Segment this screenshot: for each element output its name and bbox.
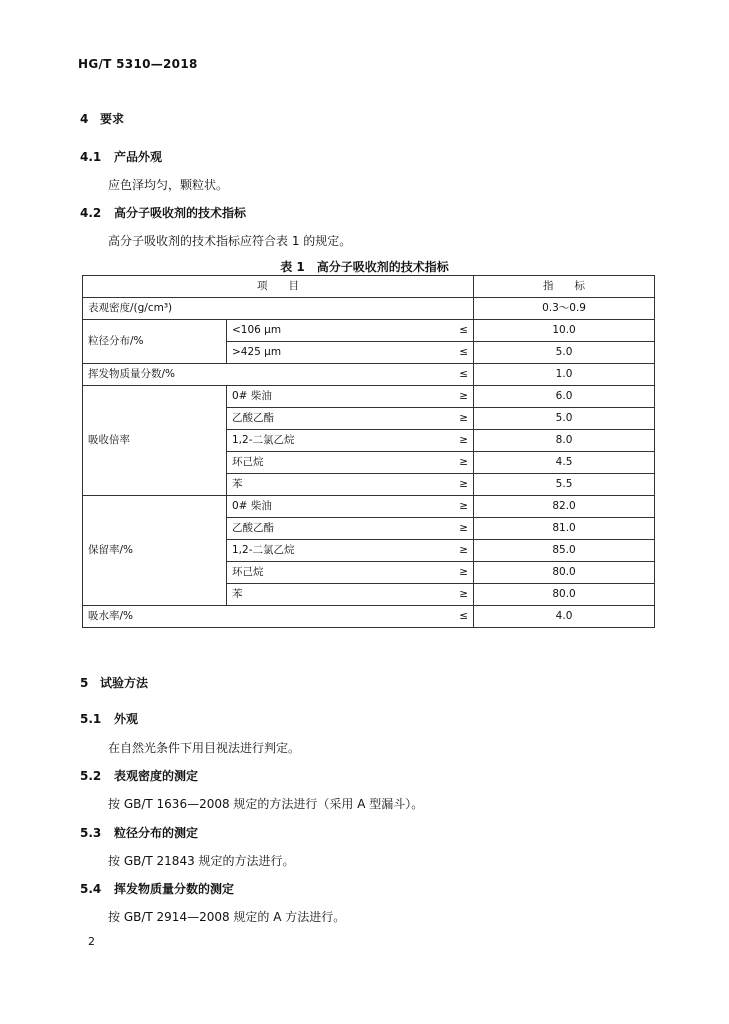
- row-value: 80.0: [474, 584, 655, 606]
- row-value: 0.3～0.9: [474, 298, 655, 320]
- sub-item: 环己烷: [227, 562, 439, 584]
- section-4-2-heading: [80, 204, 246, 221]
- section-number: 4.1: [80, 150, 102, 164]
- section-4-2-text: 高分子吸收剂的技术指标应符合表 1 的规定。: [108, 234, 352, 248]
- sub-item: 1,2-二氯乙烷: [227, 430, 439, 452]
- section-title: 要求: [100, 112, 125, 126]
- relation-symbol: ≤: [439, 342, 474, 364]
- section-number: 5.1: [80, 712, 102, 726]
- row-label: 挥发物质量分数/%: [83, 364, 439, 386]
- table-row: [83, 386, 655, 408]
- column-header-value: 指 标: [474, 276, 655, 298]
- section-title: 产品外观: [114, 150, 163, 164]
- section-4-1-heading: [80, 148, 162, 165]
- column-header-item: 项 目: [83, 276, 474, 298]
- sub-item: 苯: [227, 474, 439, 496]
- table-row: [83, 364, 655, 386]
- relation-symbol: ≤: [439, 364, 474, 386]
- table-row: [83, 606, 655, 628]
- section-4-1-text: 应色泽均匀，颗粒状。: [108, 178, 229, 192]
- row-value: 81.0: [474, 518, 655, 540]
- section-5-2-text: 按 GB/T 1636—2008 规定的方法进行（采用 A 型漏斗）。: [108, 797, 424, 811]
- row-label: 表观密度/(g/cm³): [83, 298, 474, 320]
- table-header-row: [83, 276, 655, 298]
- relation-symbol: ≥: [439, 408, 474, 430]
- sub-item: >425 μm: [227, 342, 439, 364]
- section-number: 4.2: [80, 206, 102, 220]
- section-title: 表观密度的测定: [114, 769, 199, 783]
- standard-number: HG/T 5310—2018: [78, 57, 198, 71]
- sub-item: 0# 柴油: [227, 496, 439, 518]
- table-row: [83, 496, 655, 518]
- section-5-1-heading: [80, 710, 138, 727]
- section-5-3-heading: [80, 824, 198, 841]
- relation-symbol: ≤: [439, 320, 474, 342]
- relation-symbol: ≥: [439, 562, 474, 584]
- section-number: 4: [80, 112, 89, 126]
- row-label: 吸收倍率: [83, 386, 227, 496]
- row-value: 85.0: [474, 540, 655, 562]
- section-5-4-heading: [80, 880, 234, 897]
- sub-item: <106 μm: [227, 320, 439, 342]
- relation-symbol: ≥: [439, 474, 474, 496]
- row-value: 5.0: [474, 408, 655, 430]
- relation-symbol: ≤: [439, 606, 474, 628]
- relation-symbol: ≥: [439, 386, 474, 408]
- section-title: 试验方法: [100, 676, 149, 690]
- section-5-1-text: 在自然光条件下用目视法进行判定。: [108, 741, 301, 755]
- spec-table: [82, 275, 655, 628]
- row-label: 粒径分布/%: [83, 320, 227, 364]
- row-value: 6.0: [474, 386, 655, 408]
- row-label: 保留率/%: [83, 496, 227, 606]
- section-number: 5.2: [80, 769, 102, 783]
- sub-item: 苯: [227, 584, 439, 606]
- table-row: [83, 320, 655, 342]
- relation-symbol: ≥: [439, 452, 474, 474]
- page-number: 2: [88, 935, 95, 948]
- relation-symbol: ≥: [439, 518, 474, 540]
- section-title: 粒径分布的测定: [114, 826, 199, 840]
- section-5-heading: [80, 674, 148, 691]
- row-label: 吸水率/%: [83, 606, 439, 628]
- table-caption: 表 1 高分子吸收剂的技术指标: [280, 260, 449, 274]
- relation-symbol: ≥: [439, 584, 474, 606]
- section-5-2-heading: [80, 767, 198, 784]
- sub-item: 乙酸乙酯: [227, 408, 439, 430]
- row-value: 5.0: [474, 342, 655, 364]
- section-title: 挥发物质量分数的测定: [114, 882, 235, 896]
- section-title: 外观: [114, 712, 139, 726]
- row-value: 10.0: [474, 320, 655, 342]
- section-title: 高分子吸收剂的技术指标: [114, 206, 247, 220]
- sub-item: 0# 柴油: [227, 386, 439, 408]
- section-5-4-text: 按 GB/T 2914—2008 规定的 A 方法进行。: [108, 910, 346, 924]
- row-value: 4.0: [474, 606, 655, 628]
- sub-item: 1,2-二氯乙烷: [227, 540, 439, 562]
- row-value: 1.0: [474, 364, 655, 386]
- relation-symbol: ≥: [439, 430, 474, 452]
- relation-symbol: ≥: [439, 540, 474, 562]
- section-5-3-text: 按 GB/T 21843 规定的方法进行。: [108, 854, 295, 868]
- row-value: 5.5: [474, 474, 655, 496]
- sub-item: 乙酸乙酯: [227, 518, 439, 540]
- section-number: 5.3: [80, 826, 102, 840]
- row-value: 8.0: [474, 430, 655, 452]
- row-value: 82.0: [474, 496, 655, 518]
- relation-symbol: ≥: [439, 496, 474, 518]
- row-value: 4.5: [474, 452, 655, 474]
- sub-item: 环己烷: [227, 452, 439, 474]
- table-row: [83, 298, 655, 320]
- row-value: 80.0: [474, 562, 655, 584]
- section-4-heading: [80, 110, 124, 127]
- section-number: 5.4: [80, 882, 102, 896]
- section-number: 5: [80, 676, 89, 690]
